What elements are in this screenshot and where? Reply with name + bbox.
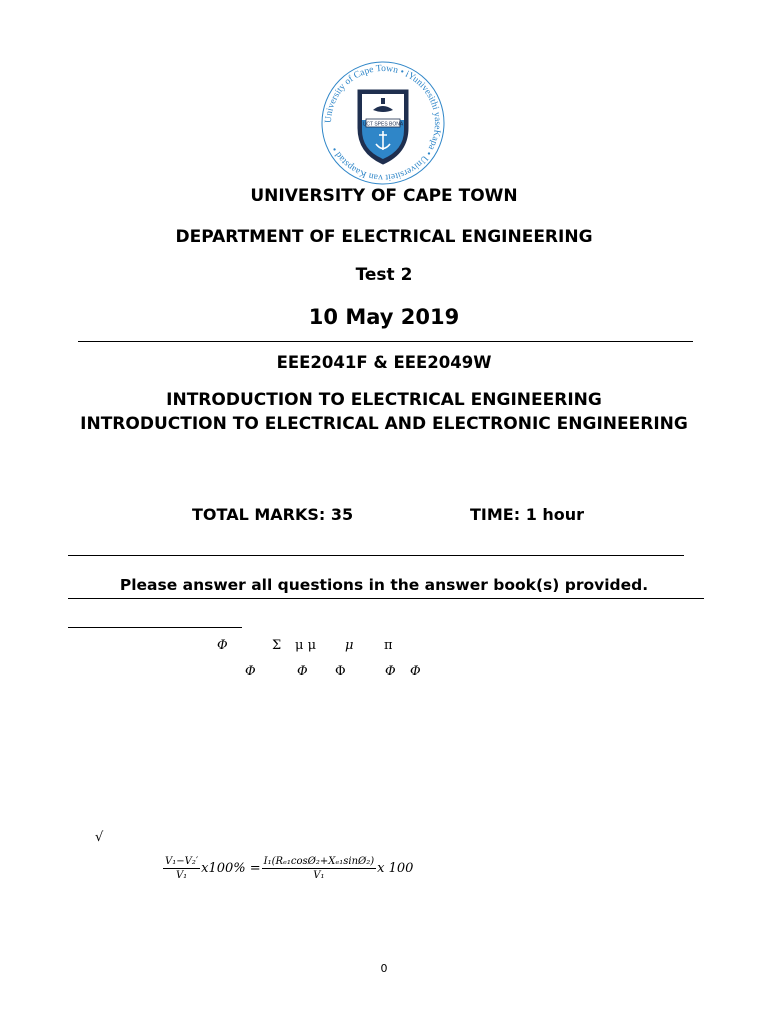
uct-crest-logo: [318, 58, 448, 188]
exam-time: TIME: 1 hour: [470, 505, 585, 524]
footnote-divider: [68, 627, 242, 628]
phi-symbol: Φ: [297, 664, 308, 679]
sqrt-symbol: √: [95, 830, 104, 845]
rhs-numerator: I₁(Rₑ₁cosØ₂+Xₑ₁sinØ₂): [263, 856, 375, 867]
phi-symbol: Φ: [217, 638, 228, 653]
logo-ring-text: University of Cape Town • iYunivesithi yaseKapa • Universiteit van Kaapstad •: [323, 63, 443, 183]
lhs-fraction: [163, 856, 200, 881]
course-title-primary: INTRODUCTION TO ELECTRICAL ENGINEERING: [166, 390, 602, 410]
phi-symbol: Φ: [385, 664, 396, 679]
rhs-tail: x 100: [377, 861, 414, 876]
mu-symbol-pair: μ μ: [295, 638, 317, 653]
test-title: Test 2: [355, 265, 413, 285]
page-number: 0: [380, 962, 388, 975]
rhs-denominator: V₁: [313, 870, 325, 881]
sigma-symbol: Σ: [272, 638, 282, 653]
course-codes: EEE2041F & EEE2049W: [276, 353, 492, 372]
instructions: Please answer all questions in the answer book(s) provided.: [119, 576, 649, 594]
university-name: UNIVERSITY OF CAPE TOWN: [250, 186, 518, 206]
lhs-denominator: V₁: [175, 870, 188, 881]
mu-symbol: μ: [345, 638, 354, 653]
department-name: DEPARTMENT OF ELECTRICAL ENGINEERING: [175, 227, 593, 247]
rhs-fraction: [262, 856, 377, 881]
voltage-regulation-formula: [162, 856, 413, 881]
lhs-tail: x100% =: [201, 861, 261, 876]
phi-symbol: Φ: [410, 664, 421, 679]
divider: [68, 555, 684, 556]
course-title-secondary: INTRODUCTION TO ELECTRICAL AND ELECTRONIC ENGINEERING: [80, 414, 688, 434]
phi-symbol: Φ: [245, 664, 256, 679]
lhs-numerator: V₁−V₂′: [165, 856, 199, 867]
test-date: 10 May 2019: [308, 305, 460, 329]
logo-banner-text: UCT SPES BONA: [362, 121, 404, 128]
phi-symbol: Φ: [335, 664, 346, 679]
divider: [78, 341, 693, 342]
divider: [68, 598, 704, 599]
total-marks: TOTAL MARKS: 35: [192, 505, 354, 524]
pi-symbol: π: [384, 638, 393, 653]
